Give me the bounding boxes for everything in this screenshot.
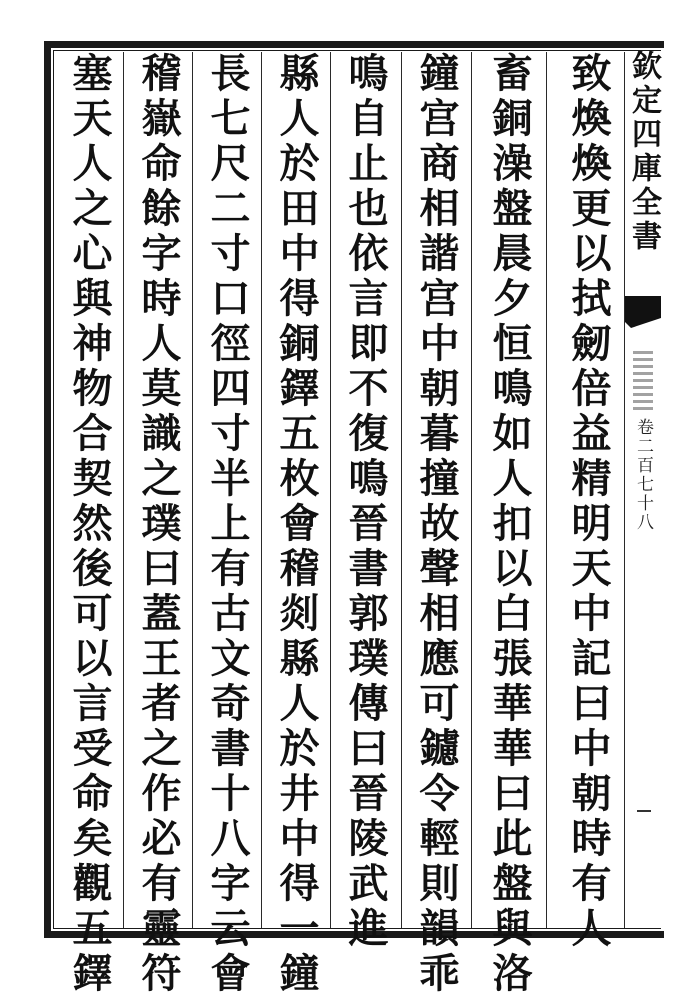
column-text: 長七尺二寸口徑四寸半上有古文奇書十八字云會 bbox=[204, 52, 251, 997]
column-text: 鐘宫商相諧宫中朝暮撞故聲相應可鑢令輕則韻乖 bbox=[413, 52, 460, 997]
column-text: 稽嶽命餘字時人莫識之璞曰蓋王者之作必有靈符 bbox=[135, 52, 182, 997]
banner-column bbox=[625, 50, 661, 929]
fish-tail-icon bbox=[625, 296, 661, 340]
banner-smudge bbox=[633, 350, 653, 410]
column-rule bbox=[123, 52, 124, 928]
text-column-1 bbox=[560, 52, 616, 952]
column-rule bbox=[401, 52, 402, 928]
column-text: 塞天人之心與神物合契然後可以言受命矣觀五鐸 bbox=[66, 52, 113, 997]
column-rule bbox=[471, 52, 472, 928]
banner-tick bbox=[637, 810, 651, 812]
column-text: 晉書郭璞傳曰晉陵武進 bbox=[342, 502, 389, 952]
column-text: 致煥煥更以拭劒倍益精明 bbox=[565, 52, 612, 547]
text-column-7 bbox=[130, 52, 186, 997]
column-rule bbox=[546, 52, 547, 928]
text-column-6 bbox=[199, 52, 255, 997]
column-text: 天中記曰中朝時有人 bbox=[565, 547, 612, 952]
text-column-3 bbox=[408, 52, 464, 997]
column-rule bbox=[261, 52, 262, 928]
text-column-8 bbox=[61, 52, 117, 997]
text-column-4 bbox=[337, 52, 393, 952]
banner-title: 欽定四庫全書 bbox=[626, 50, 661, 254]
column-rule bbox=[330, 52, 331, 928]
text-column-2 bbox=[481, 52, 537, 997]
text-column-5 bbox=[268, 52, 324, 997]
column-text: 鳴自止也依言即不復鳴 bbox=[342, 52, 389, 502]
banner-juan-number: 卷二百七十八 bbox=[633, 418, 653, 532]
column-rule bbox=[192, 52, 193, 928]
column-text: 畜銅澡盤晨夕恒鳴如人扣以白張華華曰此盤與洛 bbox=[486, 52, 533, 997]
column-text: 縣人於田中得銅鐸五枚會稽剡縣人於井中得一鐘 bbox=[273, 52, 320, 997]
